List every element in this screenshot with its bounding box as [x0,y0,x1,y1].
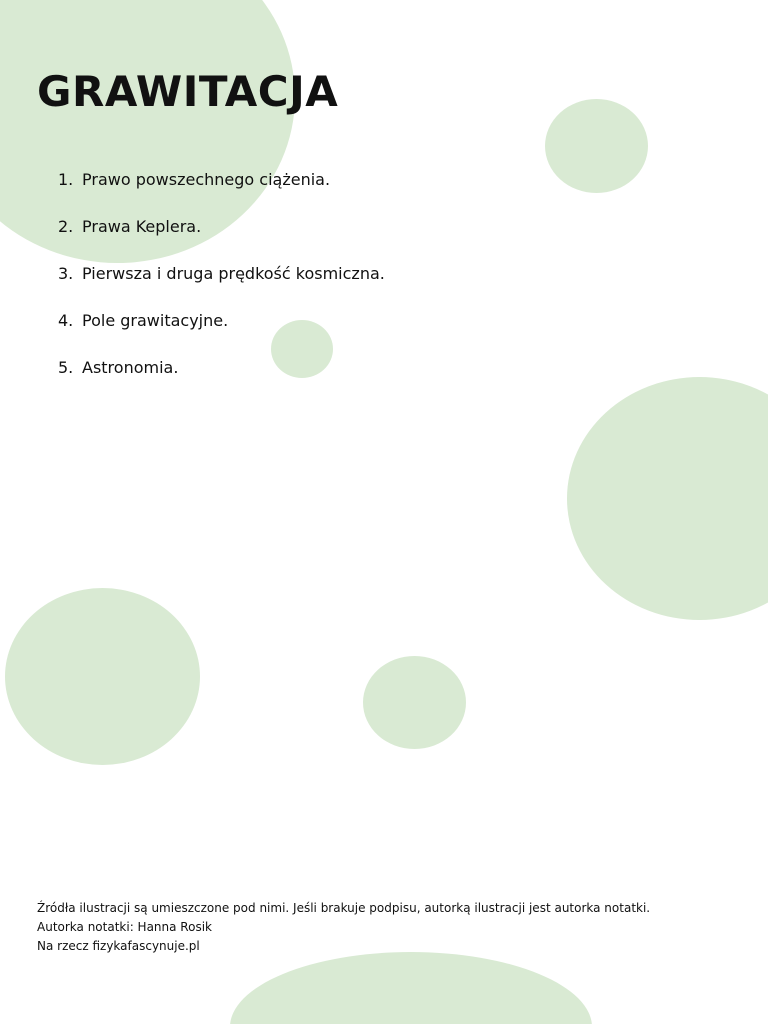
topic-text: Prawo powszechnego ciążenia. [82,170,331,189]
topic-item [58,215,385,239]
decorative-circle [5,588,200,765]
topic-item [58,309,385,333]
topic-text: Pierwsza i druga prędkość kosmiczna. [82,264,385,283]
sources-note: Źródła ilustracji są umieszczone pod nimi. Jeśli brakuje podpisu, autorką ilustracji jest autorka notatki. [37,901,651,915]
topic-number: 3. [58,264,74,283]
topic-text: Pole grawitacyjne. [82,311,229,330]
topic-number: 1. [58,170,74,189]
topic-item [58,262,385,286]
decorative-circle [230,952,592,1024]
credit-note: Na rzecz fizykafascynuje.pl [37,939,200,953]
page-title: GRAWITACJA [37,67,339,116]
topic-number: 5. [58,358,74,377]
footer-notes [37,899,650,956]
topic-item [58,168,385,192]
topic-list [58,168,385,403]
decorative-circle [567,377,768,620]
decorative-circle [363,656,466,749]
topic-text: Astronomia. [82,358,179,377]
topic-number: 4. [58,311,74,330]
topic-text: Prawa Keplera. [82,217,202,236]
author-note: Autorka notatki: Hanna Rosik [37,920,212,934]
topic-item [58,356,385,380]
decorative-circle [545,99,648,193]
topic-number: 2. [58,217,74,236]
